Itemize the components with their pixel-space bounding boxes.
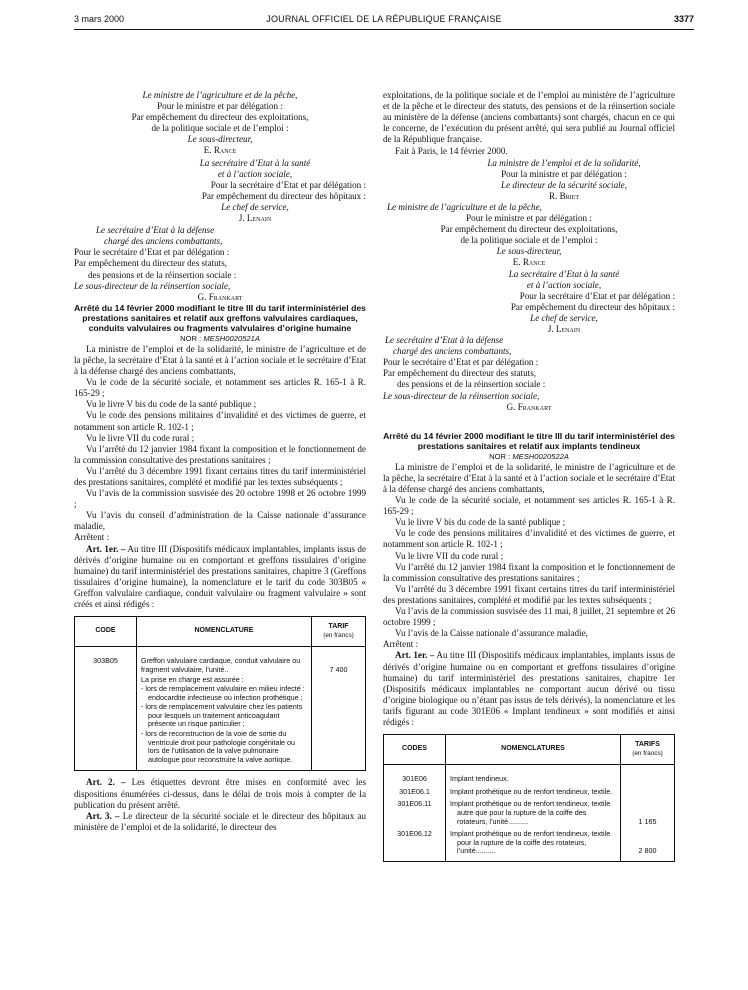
signature-block-defense [74, 225, 366, 303]
nomen-line: - lors de reconstruction de la voie de sortie du ventricule droit pour pathologie congénitale ou lors de l’utilisation de la valve pulmonaire autologue pour reconstruire la valve aortique. [141, 729, 296, 764]
tarif-table [383, 734, 675, 862]
left-column [74, 90, 366, 833]
visa: Vu le code de la sécurité sociale, et notamment ses articles R. 165-1 à R. 165-29 ; [383, 495, 675, 517]
article-label: Art. 1er. – [86, 543, 126, 554]
delegation-line: Pour le ministre et par délégation : [157, 101, 283, 112]
signature-block-agriculture [383, 202, 675, 269]
signature-block-sante [74, 158, 366, 225]
table-row [384, 798, 675, 828]
tarif-table [74, 616, 366, 771]
signatory-role: Le sous-directeur de la réinsertion sociale, [383, 390, 540, 401]
article-text: Le directeur de la sécurité sociale et le directeur des hôpitaux au ministère de l’emploi et de la solidarité, le directeur des [74, 810, 366, 832]
article-text: Au titre III (Dispositifs médicaux implantables, implants issus de dérivés d’origine humaine ou en comportant et greffons tissulaires d’origine humaine) du tarif interministériel des prestations sanitaires, chapitre 3 (Greffons tissulaires d’origine humaine), la nomenclature et le tarif du code 303B05 « Greffon valvulaire cardiaque, conduit valvulaire ou fragment valvulaire » sont créés et ainsi rédigés : [74, 543, 366, 610]
cell-tarif: 1 165 [621, 798, 675, 828]
col-header-nomenclature: NOMENCLATURES [446, 735, 621, 765]
signatory-minister: chargé des anciens combattants, [393, 346, 512, 357]
visa: Vu le code des pensions militaires d’invalidité et des victimes de guerre, et notamment son article R. 102-1 ; [383, 528, 675, 550]
nor-value: MESH0020522A [512, 451, 569, 461]
article-1 [74, 544, 366, 611]
nomen-line: - lors de remplacement valvulaire en milieu infecté : endocardite infectieuse ou infection prothétique ; [141, 684, 305, 702]
preamble: La ministre de l’emploi et de la solidarité, le ministre de l’agriculture et de la pêche, la secrétaire d’Etat à la santé et à l’action sociale et le secrétaire d’Etat à la défense chargé des anciens combattants, [383, 461, 675, 494]
signature-block-sante [383, 269, 675, 336]
visa: Vu le livre V bis du code de la santé publique ; [86, 399, 257, 410]
visa: Vu l’avis de la commission susvisée des 20 octobre 1998 et 26 octobre 1999 ; [74, 488, 366, 510]
nor-reference [74, 333, 366, 344]
signatory-name: G. Frankart [506, 401, 552, 412]
article-text: Au titre III (Dispositifs médicaux implantables, implants issus de dérivés d’origine humaine ou en comportant et greffons tissulaires d’origine humaine) du tarif interministériel des prestations sanitaires, chapitre 1er (Dispositifs médicaux implantables ne comportant aucun dérivé ou tissu d’origine biologique ou n’étant pas issus de tels dérivés), la nomenclature et les tarifs figurant au code 301E06 « Implant tendineux » sont modifiés et ainsi rédigés : [383, 650, 675, 727]
continuation-text: exploitations, de la politique sociale et de l’emploi au ministère de l’agriculture et de la pêche et le directeur des statuts, des pensions et de la réinsertion sociale au ministère de la défense (anciens combattants) sont chargés, chacun en ce qui le concerne, de l’exécution du présent arrêté, qui sera publié au Journal officiel de la République française. [383, 90, 675, 145]
cell-tarif: 2 800 [621, 828, 675, 861]
signatory-minister: et à l’action sociale, [217, 168, 293, 179]
visa: Vu l’arrêté du 3 décembre 1991 fixant certains titres du tarif interministériel des prestations sanitaires, complété et modifié par les textes subséquents ; [383, 583, 675, 605]
col-header-code: CODE [75, 617, 137, 647]
article-2 [74, 777, 366, 810]
arretent: Arrêtent : [74, 532, 110, 543]
visa: Vu l’arrêté du 12 janvier 1984 fixant la composition et le fonctionnement de la commission consultative des prestations sanitaires ; [74, 443, 366, 465]
fait-a-paris: Fait à Paris, le 14 février 2000. [395, 146, 508, 157]
col-header-tarif: TARIF (en francs) [312, 617, 366, 647]
article-3 [74, 811, 366, 833]
signatory-name: G. Frankart [197, 291, 243, 302]
delegation-line: de la politique sociale et de l’emploi : [151, 123, 289, 134]
delegation-line: Pour la secrétaire d’Etat et par délégation : [210, 179, 366, 190]
signatory-role: Le sous-directeur, [496, 246, 562, 257]
right-column [383, 90, 675, 868]
delegation-line: de la politique sociale et de l’emploi : [460, 235, 598, 246]
delegation-line: Pour le secrétaire d’Etat et par délégation : [383, 357, 539, 368]
delegation-line: Pour le secrétaire d’Etat et par délégation : [74, 247, 230, 258]
visa: Vu le livre VII du code rural ; [395, 550, 504, 561]
delegation-line: Par empêchement du directeur des exploitations, [440, 224, 618, 235]
arretent: Arrêtent : [383, 639, 419, 650]
delegation-line: des pensions et de la réinsertion sociale : [397, 379, 546, 390]
delegation-line: Pour la ministre et par délégation : [501, 168, 627, 179]
cell-nomenclature: Implant prothétique ou de renfort tendineux, textile autre que pour la rupture de la coiffe des rotateurs, l’unité.......... [446, 798, 621, 828]
visa: Vu le livre VII du code rural ; [86, 432, 195, 443]
visa: Vu le code des pensions militaires d’invalidité et des victimes de guerre, et notamment son article R. 102-1 ; [74, 410, 366, 432]
table-row [75, 647, 366, 771]
delegation-line: Pour le ministre et par délégation : [466, 213, 592, 224]
article-label: Art. 2. – [86, 777, 126, 788]
header-rule [74, 29, 694, 30]
delegation-line: Par empêchement du directeur des statuts, [74, 258, 228, 269]
nor-reference [383, 451, 675, 462]
delegation-line: des pensions et de la réinsertion sociale : [88, 269, 237, 280]
article-label: Art. 1er. – [395, 650, 435, 661]
table-row [384, 765, 675, 786]
preamble: La ministre de l’emploi et de la solidarité, le ministre de l’agriculture et de la pêche, la secrétaire d’Etat à la santé et à l’action sociale et le secrétaire d’Etat à la défense chargé des anciens combattants, [74, 343, 366, 377]
signatory-name: J. Lenain [547, 323, 581, 334]
signatory-role: Le chef de service, [530, 312, 598, 323]
visa: Vu l’arrêté du 12 janvier 1984 fixant la composition et le fonctionnement de la commission consultative des prestations sanitaires ; [383, 561, 675, 583]
cell-tarif [621, 786, 675, 799]
signature-block-agriculture [74, 90, 366, 157]
signatory-role: Le chef de service, [221, 201, 289, 212]
article-text: Les étiquettes devront être mises en conformité avec les dispositions énumérées ci-dessus, dans le délai de trois mois à compter de la publication du présent arrêté. [74, 777, 366, 810]
header-date: 3 mars 2000 [74, 14, 125, 24]
article-1 [383, 650, 675, 728]
nor-label: NOR : [180, 333, 202, 343]
cell-nomenclature: Implant tendineux. [446, 765, 621, 786]
cell-code: 301E06 [384, 765, 446, 786]
signatory-role: Le sous-directeur de la réinsertion sociale, [74, 280, 231, 291]
signatory-minister: La secrétaire d’Etat à la santé [508, 268, 620, 279]
visa: Vu le code de la sécurité sociale, et notamment ses articles R. 165-1 à R. 165-29 ; [74, 377, 366, 399]
nor-value: MESH0020521A [203, 333, 260, 343]
signatory-minister: Le secrétaire d’Etat à la défense [96, 225, 215, 236]
cell-code: 301E06.1 [384, 786, 446, 799]
signatory-minister: Le ministre de l’agriculture et de la pêche, [142, 90, 298, 100]
page-number: 3377 [673, 14, 694, 24]
page-header [74, 14, 694, 28]
signature-block-emploi [383, 158, 675, 202]
cell-nomenclature [137, 647, 312, 771]
cell-nomenclature: Implant prothétique ou de renfort tendineux, textile pour la rupture de la coiffe des rotateurs, l’unité.......... [446, 828, 621, 861]
visa: Vu l’avis du conseil d’administration de la Caisse nationale d’assurance maladie, [74, 510, 366, 532]
signature-block-defense [383, 335, 675, 413]
signatory-name: E. Rance [512, 257, 546, 268]
arrete-title: Arrêté du 14 février 2000 modifiant le titre III du tarif interministériel des prestations sanitaires et relatif aux implants tendineux [383, 430, 675, 451]
visa: Vu l’avis de la Caisse nationale d’assurance maladie, [395, 628, 588, 639]
visa: Vu l’arrêté du 3 décembre 1991 fixant certains titres du tarif interministériel des prestations sanitaires, complété et modifié par les textes subséquents ; [74, 465, 366, 487]
signatory-minister: Le secrétaire d’Etat à la défense [385, 335, 504, 346]
visa: Vu le livre V bis du code de la santé publique ; [395, 517, 566, 528]
signatory-role: Le directeur de la sécurité sociale, [501, 179, 627, 190]
delegation-line: Par empêchement du directeur des statuts, [383, 368, 537, 379]
article-label: Art. 3. – [86, 810, 120, 821]
arrete-title: Arrêté du 14 février 2000 modifiant le titre III du tarif interministériel des prestations sanitaires et relatif aux greffons valvulaires cardiaques, conduits valvulaires ou fragments valvulaires d’origine humaine [74, 302, 366, 333]
signatory-name: E. Rance [203, 145, 237, 156]
signatory-name: R. Briet [548, 190, 579, 201]
signatory-role: Le sous-directeur, [187, 134, 253, 145]
table-row [384, 828, 675, 861]
delegation-line: Par empêchement du directeur des hôpitaux : [510, 301, 675, 312]
col-header-code: CODES [384, 735, 446, 765]
signatory-minister: chargé des anciens combattants, [104, 236, 223, 247]
cell-code: 303B05 [75, 647, 137, 771]
nomen-line: - lors de remplacement valvulaire chez les patients pour lesquels un traitement anticoagulant présente un risque particulier ; [141, 702, 303, 729]
cell-tarif: 7 400 [312, 647, 366, 771]
nor-label: NOR : [489, 451, 511, 461]
nomen-line: La prise en charge est assurée : [141, 674, 244, 684]
signatory-minister: et à l’action sociale, [526, 279, 602, 290]
cell-code: 301E06.11 [384, 798, 446, 828]
delegation-line: Par empêchement du directeur des exploitations, [131, 112, 309, 123]
cell-nomenclature: Implant prothétique ou de renfort tendineux, textile. [446, 786, 621, 799]
delegation-line: Pour la secrétaire d’Etat et par délégation : [519, 290, 675, 301]
signatory-minister: La secrétaire d’Etat à la santé [199, 157, 311, 168]
signatory-minister: Le ministre de l’agriculture et de la pêche, [387, 201, 542, 212]
col-header-tarif: TARIFS (en francs) [621, 735, 675, 765]
cell-tarif [621, 765, 675, 786]
signatory-minister: La ministre de l’emploi et de la solidarité, [487, 157, 641, 168]
cell-code: 301E06.12 [384, 828, 446, 861]
visa: Vu l’avis de la commission susvisée des 11 mai, 8 juillet, 21 septembre et 26 octobre 1999 ; [383, 606, 675, 628]
nomen-line: Greffon valvulaire cardiaque, conduit valvulaire ou fragment valvulaire, l’unité.. [141, 656, 301, 674]
delegation-line: Par empêchement du directeur des hôpitaux : [201, 190, 366, 201]
col-header-nomenclature: NOMENCLATURE [137, 617, 312, 647]
signatory-name: J. Lenain [238, 213, 272, 224]
table-row [384, 786, 675, 799]
journal-title: JOURNAL OFFICIEL DE LA RÉPUBLIQUE FRANÇAISE [266, 14, 502, 24]
